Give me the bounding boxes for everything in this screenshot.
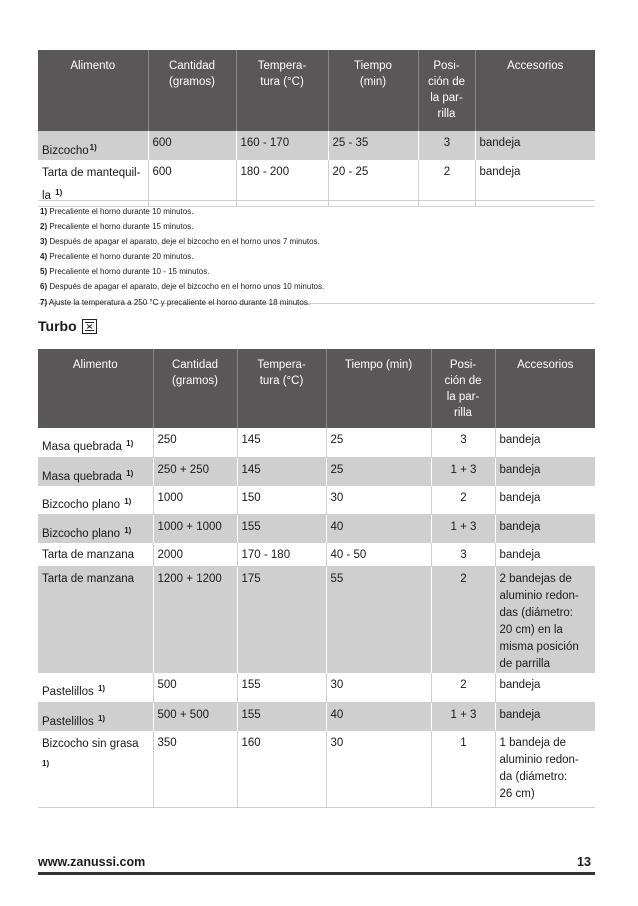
footnote: 7) Ajuste la temperatura a 250 °C y precaliente el horno durante 18 minutos. <box>40 297 311 307</box>
table-row <box>38 543 595 567</box>
baking-table-conventional <box>38 50 595 207</box>
cell-position: 3 <box>431 428 495 457</box>
cell-temperature: 160 - 170 <box>236 131 328 160</box>
cell-time: 25 - 35 <box>328 131 418 160</box>
table-row <box>38 514 595 543</box>
cell-temperature: 160 <box>237 731 326 808</box>
cell-food: Bizcocho plano $^{1)}$ <box>38 486 153 515</box>
header-temperature: Tempera- tura (°C) <box>237 349 326 428</box>
cell-accessory: bandeja <box>495 673 595 702</box>
table-row <box>38 673 595 702</box>
header-accessories: Accesorios <box>495 349 595 428</box>
header-food: Alimento <box>38 349 153 428</box>
cell-accessory: bandeja <box>495 514 595 543</box>
footnote: 4) Precaliente el horno durante 20 minutos. <box>40 252 194 262</box>
table-row <box>38 131 595 160</box>
cell-accessory: bandeja <box>495 486 595 515</box>
footnote-ref: 1) <box>124 525 132 535</box>
cell-temperature: 155 <box>237 702 326 731</box>
cell-time: 55 <box>326 567 431 674</box>
cell-position: 3 <box>431 543 495 567</box>
footnote-ref: 1) <box>42 758 50 768</box>
cell-food: Masa quebrada $^{1)}$ <box>38 457 153 486</box>
table-row <box>38 731 595 808</box>
table-header-row <box>38 349 595 428</box>
header-shelf-position: Posi- ción de la par- rilla <box>418 50 475 131</box>
table-header-row <box>38 50 595 131</box>
footnote-ref: 1) <box>97 713 106 723</box>
cell-quantity: 1000 <box>153 486 237 515</box>
footnote-ref: 1) <box>97 684 106 693</box>
footer-url: www.zanussi.com <box>38 855 146 869</box>
baking-table-turbo <box>38 349 595 808</box>
cell-time: 30 <box>326 673 431 702</box>
table-row <box>38 457 595 486</box>
cell-food: Bizcocho plano $^{1)}$ <box>38 514 153 543</box>
cell-time: 30 <box>326 731 431 808</box>
cell-accessory: 2 bandejas de aluminio redon- das (diámetro: 20 cm) en la misma posición de parrilla <box>495 567 595 674</box>
footnote-ref: 1) <box>55 188 63 197</box>
cell-quantity: 500 <box>153 673 237 702</box>
cell-temperature: 155 <box>237 673 326 702</box>
cell-position: 1 + 3 <box>431 457 495 486</box>
cell-temperature: 145 <box>237 428 326 457</box>
cell-food: Bizcocho sin grasa $^{1)}$ <box>38 731 153 808</box>
cell-quantity: 600 <box>148 160 236 207</box>
table-row <box>38 486 595 515</box>
cell-food: Masa quebrada $^{1)}$ <box>38 428 153 457</box>
footnote: 3) Después de apagar el aparato, deje el bizcocho en el horno unos 7 minutos. <box>40 237 320 247</box>
cell-quantity: 500 + 500 <box>153 702 237 731</box>
table-row <box>38 702 595 731</box>
footnote-ref: 1) <box>124 496 132 506</box>
footnote: 1) Precaliente el horno durante 10 minutos. <box>40 207 194 216</box>
cell-quantity: 350 <box>153 731 237 808</box>
footnote: 2) Precaliente el horno durante 15 minutos. <box>40 222 194 232</box>
footnotes <box>38 200 595 307</box>
header-time: Tiempo (min) <box>326 349 431 428</box>
cell-quantity: 250 + 250 <box>153 457 237 486</box>
cell-food: Tarta de manzana <box>38 543 153 567</box>
cell-position: 2 <box>431 486 495 515</box>
cell-position: 3 <box>418 131 475 160</box>
cell-food: Tarta de manzana <box>38 567 153 674</box>
cell-accessory: bandeja <box>495 702 595 731</box>
header-temperature: Tempera- tura (°C) <box>236 50 328 131</box>
cell-quantity: 2000 <box>153 543 237 567</box>
turbo-fan-icon <box>82 319 97 334</box>
header-food: Alimento <box>38 50 148 131</box>
cell-accessory: 1 bandeja de aluminio redon- da (diámetro: 26 cm) <box>495 731 595 808</box>
footnote-ref: 1) <box>89 143 97 152</box>
cell-accessory: bandeja <box>495 428 595 457</box>
cell-position: 2 <box>431 567 495 674</box>
header-accessories: Accesorios <box>475 50 595 131</box>
cell-quantity: 250 <box>153 428 237 457</box>
section-title: Turbo <box>38 318 97 334</box>
cell-temperature: 180 - 200 <box>236 160 328 207</box>
table-row <box>38 428 595 457</box>
cell-accessory: bandeja <box>495 543 595 567</box>
cell-temperature: 175 <box>237 567 326 674</box>
cell-food: Pastelillos $^{1)}$ <box>38 702 153 731</box>
cell-time: 25 <box>326 457 431 486</box>
cell-quantity: 1200 + 1200 <box>153 567 237 674</box>
cell-position: 1 <box>431 731 495 808</box>
cell-accessory: bandeja <box>475 160 595 207</box>
cell-temperature: 155 <box>237 514 326 543</box>
cell-accessory: bandeja <box>475 131 595 160</box>
cell-position: 2 <box>431 673 495 702</box>
cell-time: 20 - 25 <box>328 160 418 207</box>
cell-time: 40 <box>326 702 431 731</box>
table-row <box>38 567 595 674</box>
cell-quantity: 1000 + 1000 <box>153 514 237 543</box>
cell-time: 40 <box>326 514 431 543</box>
cell-position: 1 + 3 <box>431 514 495 543</box>
cell-time: 25 <box>326 428 431 457</box>
cell-position: 2 <box>418 160 475 207</box>
cell-time: 30 <box>326 486 431 515</box>
page-number: 13 <box>577 855 591 869</box>
cell-temperature: 145 <box>237 457 326 486</box>
cell-position: 1 + 3 <box>431 702 495 731</box>
cell-accessory: bandeja <box>495 457 595 486</box>
footnote: 6) Después de apagar el aparato, deje el bizcocho en el horno unos 10 minutos. <box>40 282 325 292</box>
cell-time: 40 - 50 <box>326 543 431 567</box>
footer-divider <box>38 872 595 875</box>
header-shelf-position: Posi- ción de la par- rilla <box>431 349 495 428</box>
cell-food: Bizcocho$^{1)}$ <box>38 131 148 160</box>
cell-temperature: 170 - 180 <box>237 543 326 567</box>
header-time: Tiempo (min) <box>328 50 418 131</box>
header-quantity: Cantidad (gramos) <box>148 50 236 131</box>
footnote-ref: 1) <box>126 468 134 478</box>
footnote-ref: 1) <box>126 439 134 448</box>
cell-quantity: 600 <box>148 131 236 160</box>
cell-food: Tarta de mantequil- la $^{1)}$ <box>38 160 148 207</box>
footnote: 5) Precaliente el horno durante 10 - 15 minutos. <box>40 267 210 277</box>
cell-food: Pastelillos $^{1)}$ <box>38 673 153 702</box>
header-quantity: Cantidad (gramos) <box>153 349 237 428</box>
cell-temperature: 150 <box>237 486 326 515</box>
